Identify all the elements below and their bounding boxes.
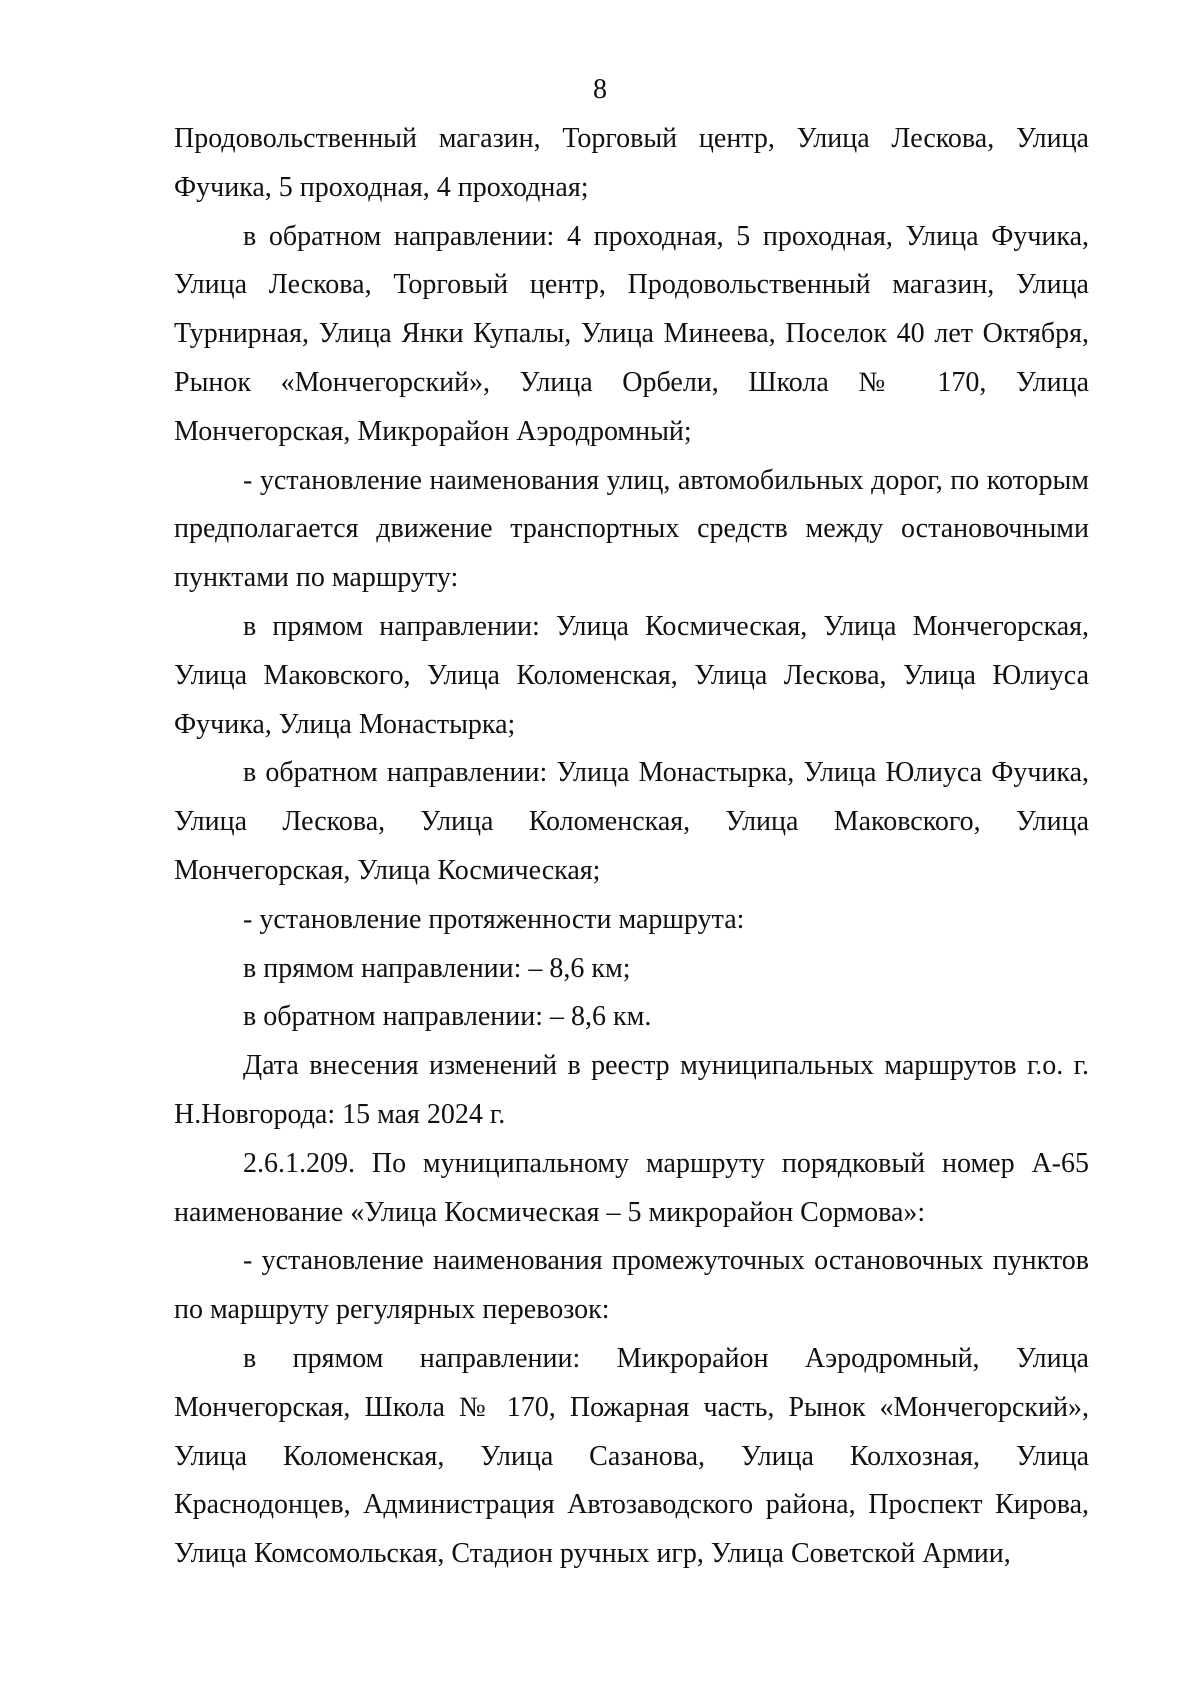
paragraph-forward-streets: в прямом направлении: Улица Космическая, Улица Мончегорская, Улица Маковского, Улица Коломенская, Улица Лескова, Улица Юлиуса Фучика, Улица Монастырка;	[174, 610, 1089, 740]
paragraph-intermediate-stops-heading: - установление наименования промежуточных остановочных пунктов по маршруту регулярных перевозок:	[174, 1245, 1089, 1326]
paragraph-forward-length: в прямом направлении: – 8,6 км;	[243, 952, 631, 984]
paragraph-forward-stops: в прямом направлении: Микрорайон Аэродромный, Улица Мончегорская, Школа № 170, Пожарная часть, Рынок «Мончегорский», Улица Коломенская, Улица Сазанова, Улица Колхозная, Улица Краснодонцев, Администрация Автозаводского района, Проспект Кирова, Улица Комсомольская, Стадион ручных игр, Улица Советской Армии,	[174, 1342, 1089, 1570]
paragraph-reverse-stops: в обратном направлении: 4 проходная, 5 проходная, Улица Фучика, Улица Лескова, Торговый центр, Продовольственный магазин, Улица Турнирная, Улица Янки Купалы, Улица Минеева, Поселок 40 лет Октября, Рынок «Мончегорский», Улица Орбели, Школа № 170, Улица Мончегорская, Микрорайон Аэродромный;	[174, 220, 1089, 447]
paragraph-length-heading: - установление протяженности маршрута:	[243, 903, 745, 935]
paragraph-section-2-6-1-209: 2.6.1.209. По муниципальному маршруту порядковый номер А-65 наименование «Улица Космическая – 5 микрорайон Сормова»:	[174, 1147, 1089, 1228]
paragraph-streets-heading: - установление наименования улиц, автомобильных дорог, по которым предполагается движение транспортных средств между остановочными пунктами по маршруту:	[174, 464, 1089, 594]
paragraph-reverse-streets: в обратном направлении: Улица Монастырка, Улица Юлиуса Фучика, Улица Лескова, Улица Коломенская, Улица Маковского, Улица Мончегорская, Улица Космическая;	[174, 757, 1089, 886]
page-number: 8	[593, 74, 607, 105]
document-body	[174, 115, 1089, 1579]
paragraph-change-date: Дата внесения изменений в реестр муниципальных маршрутов г.о. г. Н.Новгорода: 15 мая 2024 г.	[174, 1050, 1089, 1130]
paragraph-reverse-length: в обратном направлении: – 8,6 км.	[243, 1001, 652, 1033]
paragraph-continued-stops: Продовольственный магазин, Торговый центр, Улица Лескова, Улица Фучика, 5 проходная, 4 проходная;	[174, 123, 1089, 203]
